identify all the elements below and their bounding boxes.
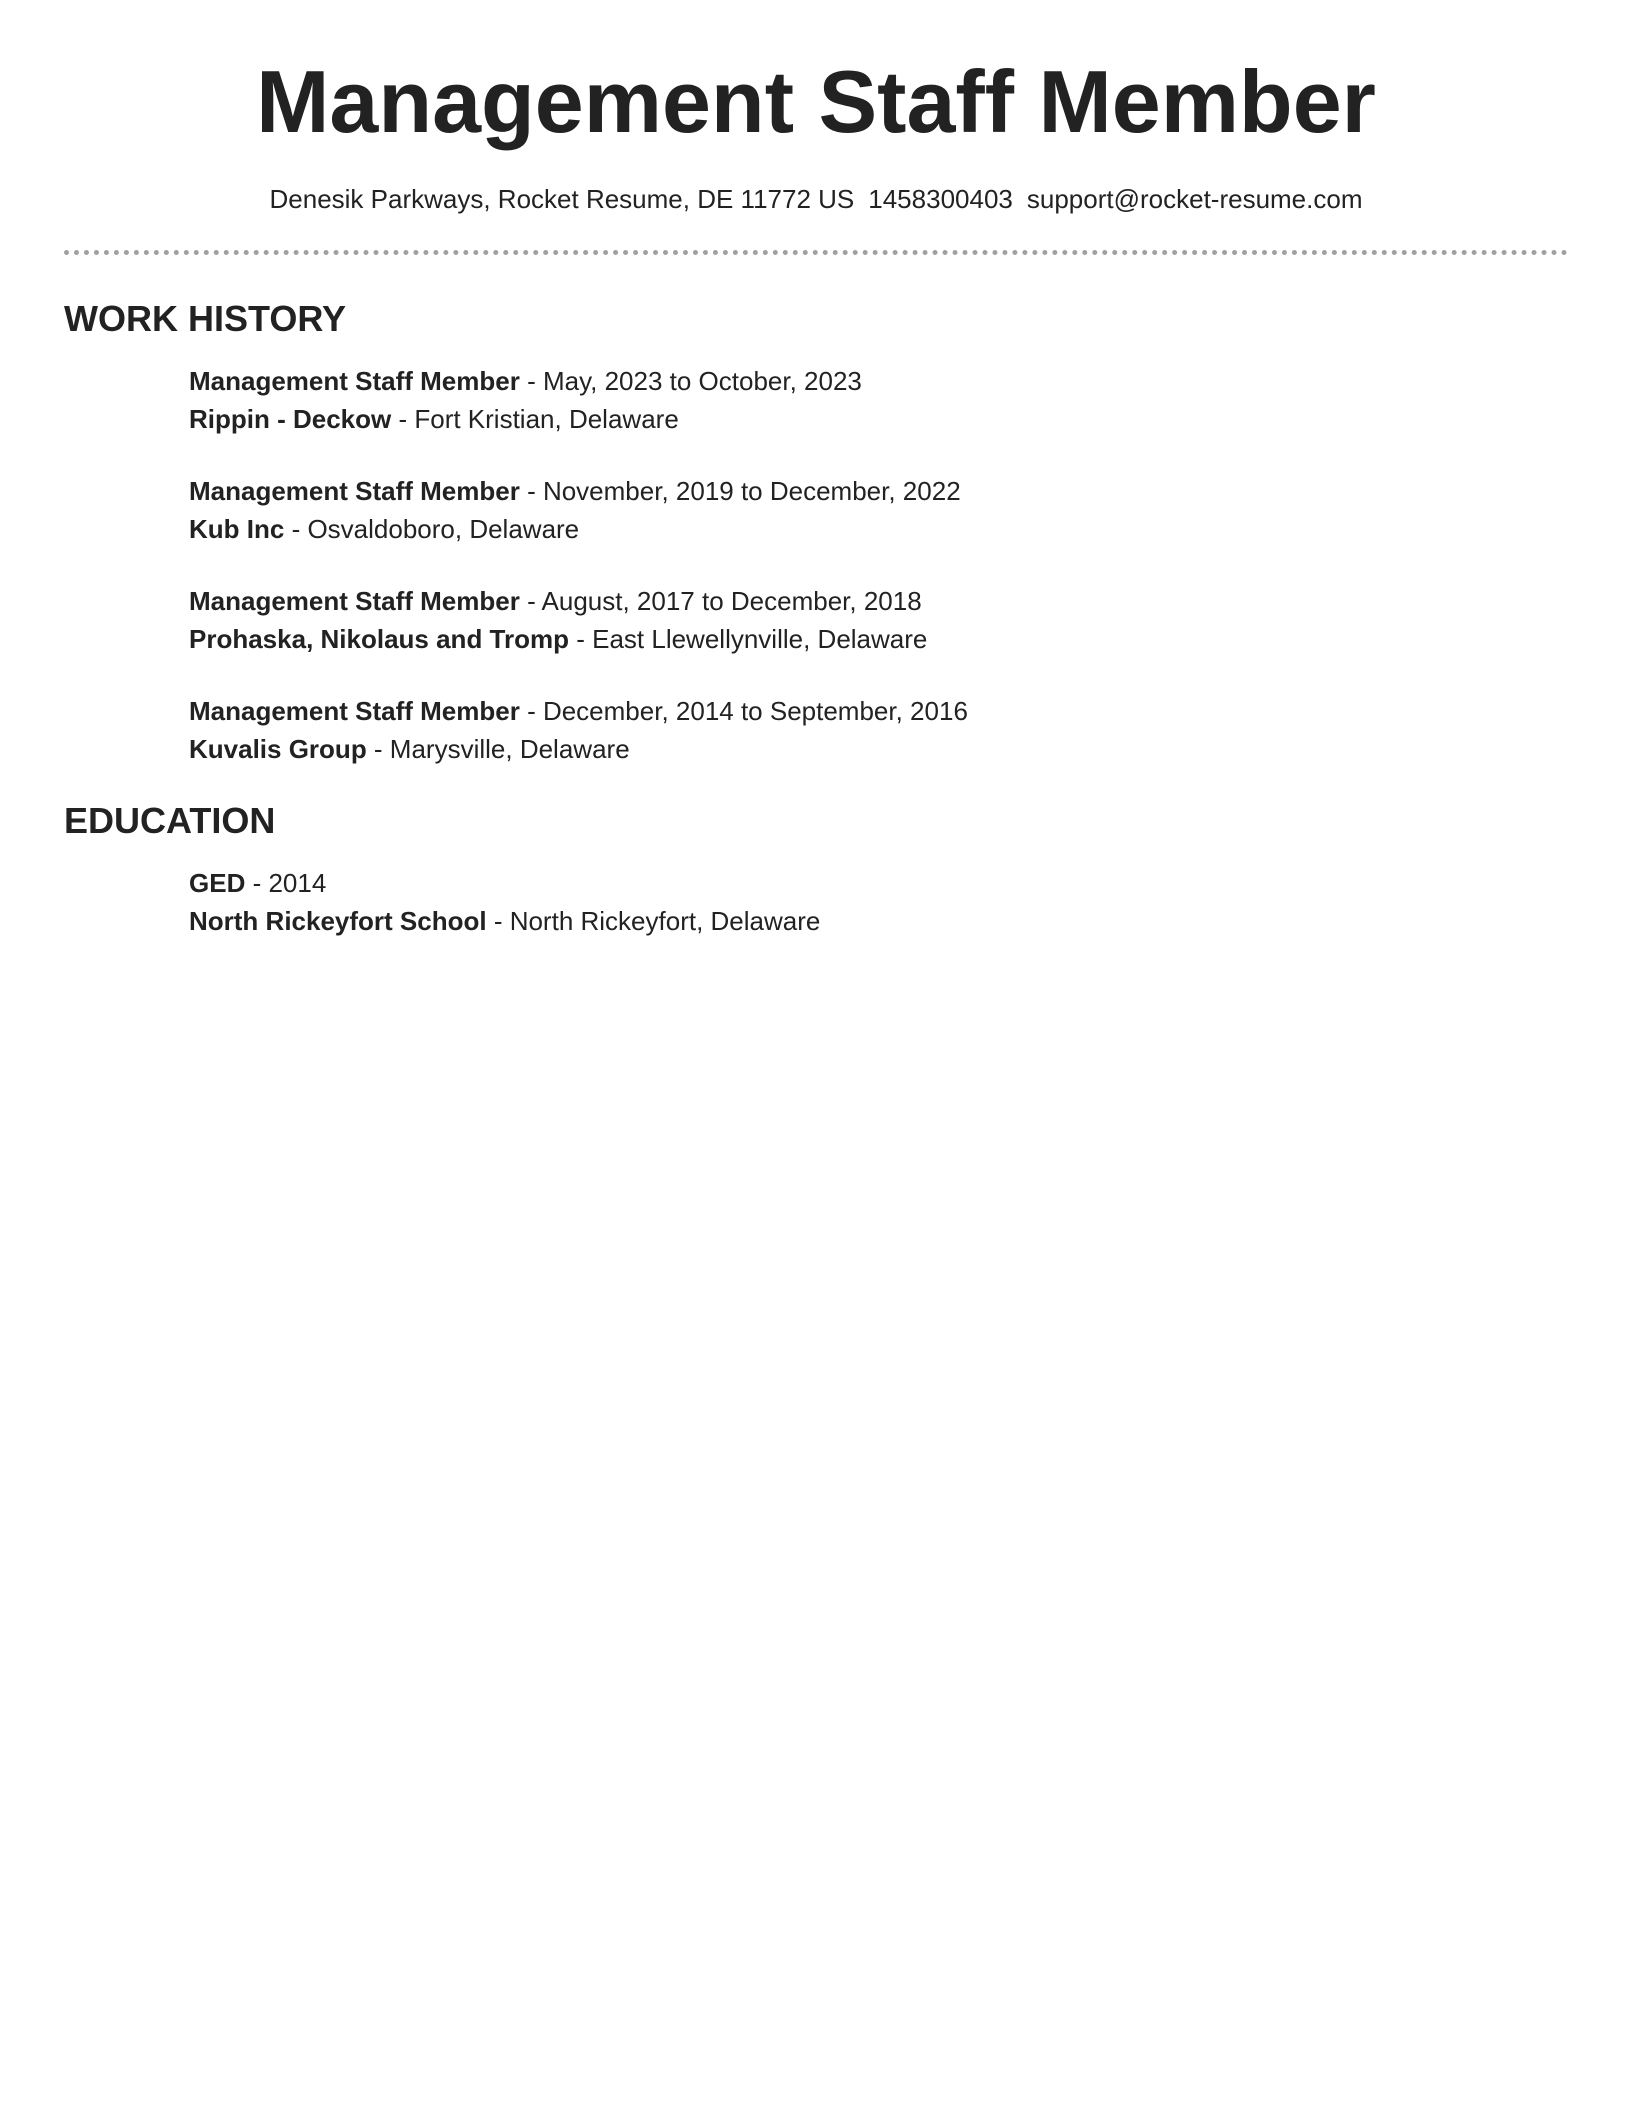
work-entry-company-line [189,620,927,658]
work-entry-position: Management Staff Member [189,366,520,396]
work-entry [189,362,862,438]
work-history-heading: WORK HISTORY [64,298,347,339]
work-entry-company: Prohaska, Nikolaus and Tromp [189,624,569,654]
work-entry-location: - Fort Kristian, Delaware [391,404,679,434]
contact-phone: 1458300403 [868,184,1013,214]
education-entry-school-line [189,902,820,940]
work-entry-location: - Marysville, Delaware [366,734,630,764]
work-entry-company-line [189,730,968,768]
work-entry-dates: - August, 2017 to December, 2018 [519,586,922,616]
contact-email: support@rocket-resume.com [1026,184,1363,214]
resume-name: Management Staff Member [256,52,1376,151]
education-heading: EDUCATION [64,800,276,841]
education-entry [189,864,820,940]
work-entry-company-line [189,400,862,438]
education-entry-school: North Rickeyfort School [189,906,487,936]
work-entry-company: Kuvalis Group [189,734,367,764]
work-entry-location: - East Llewellynville, Delaware [569,624,928,654]
education-entry-degree: GED [189,868,246,898]
header-divider [64,250,1568,255]
work-entry [189,472,961,548]
contact-line [0,182,1632,216]
work-entry [189,692,968,768]
education-entry-year: - 2014 [245,868,327,898]
work-entry-company: Rippin - Deckow [189,404,392,434]
work-entry-title-line [189,692,968,730]
work-entry-location: - Osvaldoboro, Delaware [284,514,580,544]
work-entry-title-line [189,472,961,510]
work-entry-dates: - November, 2019 to December, 2022 [519,476,961,506]
work-entry-position: Management Staff Member [189,586,520,616]
work-entry-title-line [189,362,862,400]
work-entry-position: Management Staff Member [189,476,520,506]
work-entry [189,582,927,658]
work-entry-title-line [189,582,927,620]
work-entry-company-line [189,510,961,548]
education-entry-location: - North Rickeyfort, Delaware [486,906,821,936]
work-entry-dates: - May, 2023 to October, 2023 [519,366,862,396]
work-entry-company: Kub Inc [189,514,285,544]
work-entry-dates: - December, 2014 to September, 2016 [519,696,968,726]
education-entry-degree-line [189,864,820,902]
work-entry-position: Management Staff Member [189,696,520,726]
contact-address: Denesik Parkways, Rocket Resume, DE 11772 US [269,184,855,214]
